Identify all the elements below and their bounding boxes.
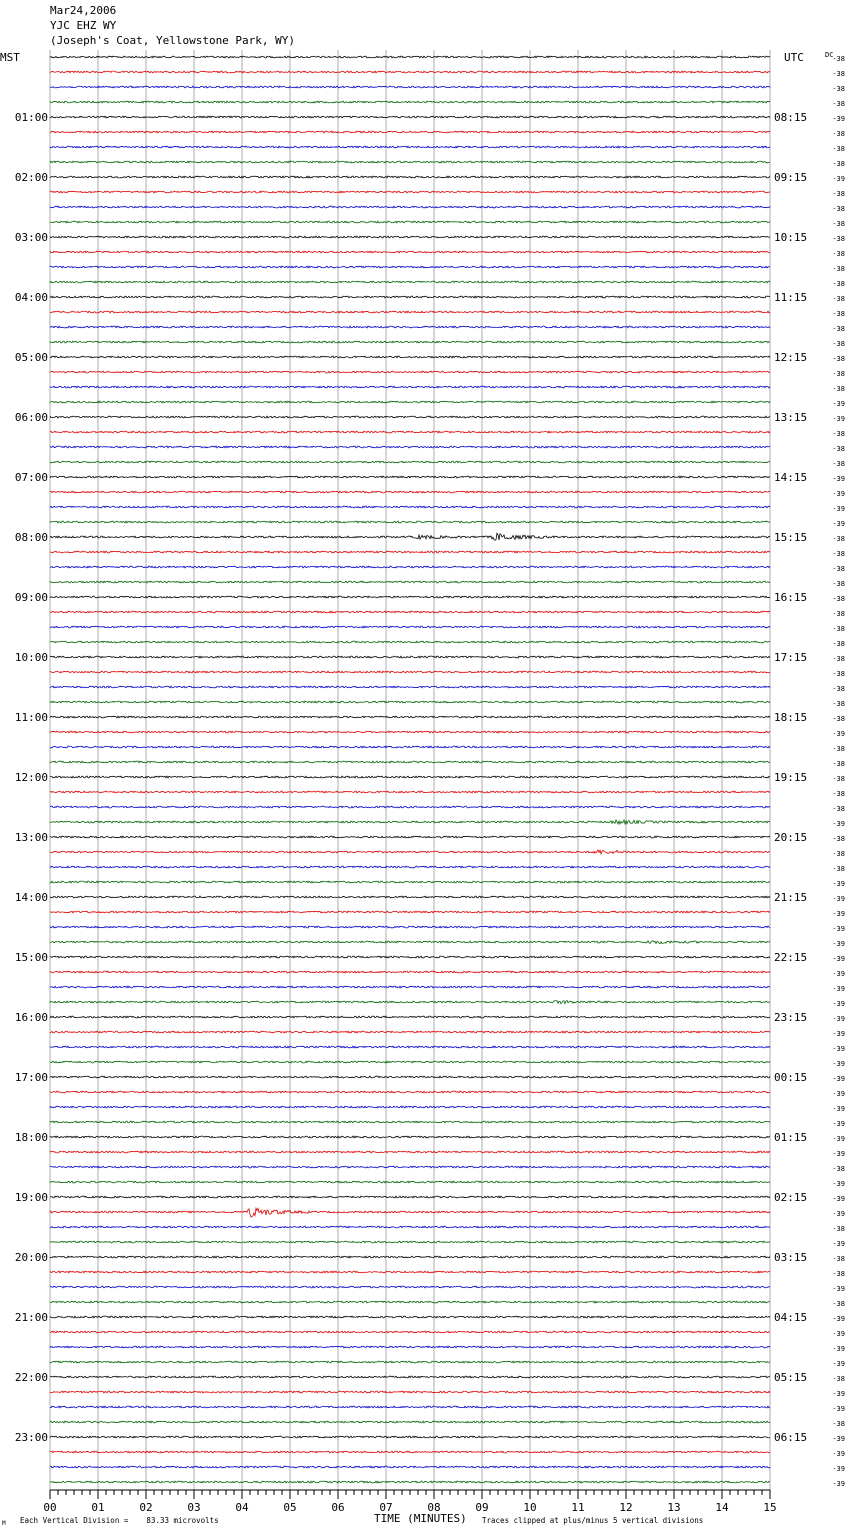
trace-87	[50, 1346, 770, 1348]
dc-offset-label: -39	[832, 1315, 845, 1323]
dc-offset-label: -38	[832, 430, 845, 438]
trace-57	[50, 896, 770, 898]
trace-17	[50, 296, 770, 298]
dc-offset-label: -39	[832, 730, 845, 738]
scale-note: Each Vertical Division = 83.33 microvolts	[20, 1516, 219, 1525]
mst-hour-label: 19:00	[14, 1191, 48, 1204]
trace-64	[50, 1000, 770, 1003]
trace-78	[50, 1208, 770, 1217]
dc-offset-label: -38	[832, 460, 845, 468]
dc-offset-label: -39	[832, 1015, 845, 1023]
dc-offset-label: -38	[832, 295, 845, 303]
mst-hour-label: 04:00	[14, 291, 48, 304]
dc-offset-label: -39	[832, 880, 845, 888]
dc-offset-label: -39	[832, 1285, 845, 1293]
trace-54	[50, 850, 770, 854]
dc-offset-label: -39	[832, 1345, 845, 1353]
trace-8	[50, 161, 770, 163]
trace-15	[50, 266, 770, 268]
dc-offset-label: -39	[832, 415, 845, 423]
trace-27	[50, 446, 770, 448]
mst-hour-label: 07:00	[14, 471, 48, 484]
mst-hour-label: 06:00	[14, 411, 48, 424]
trace-70	[50, 1091, 770, 1093]
trace-56	[50, 881, 770, 883]
trace-37	[50, 596, 770, 598]
dc-offset-label: -38	[832, 310, 845, 318]
dc-offset-label: -38	[832, 685, 845, 693]
trace-45	[50, 716, 770, 718]
trace-91	[50, 1406, 770, 1408]
trace-48	[50, 761, 770, 763]
mst-hour-label: 11:00	[14, 711, 48, 724]
clip-note: Traces clipped at plus/minus 5 vertical divisions	[482, 1516, 704, 1525]
x-tick-label: 06	[331, 1501, 345, 1514]
trace-34	[50, 551, 770, 553]
dc-offset-label: -39	[832, 505, 845, 513]
dc-offset-label: -39	[832, 1240, 845, 1248]
trace-31	[50, 506, 770, 508]
dc-offset-label: -39	[832, 895, 845, 903]
x-tick-label: 09	[475, 1501, 489, 1514]
trace-55	[50, 866, 770, 868]
trace-28	[50, 461, 770, 463]
trace-35	[50, 566, 770, 568]
trace-14	[50, 251, 770, 253]
dc-offset-label: -39	[832, 1030, 845, 1038]
dc-offset-label: -38	[832, 700, 845, 708]
x-tick-label: 07	[379, 1501, 393, 1514]
utc-hour-label: 22:15	[774, 951, 808, 964]
x-tick-label: 11	[571, 1501, 585, 1514]
utc-hour-label: 06:15	[774, 1431, 808, 1444]
utc-hour-label: 02:15	[774, 1191, 808, 1204]
trace-19	[50, 326, 770, 328]
utc-hour-label: 00:15	[774, 1071, 808, 1084]
dc-offset-label: -38	[832, 655, 845, 663]
trace-80	[50, 1241, 770, 1243]
trace-66	[50, 1031, 770, 1033]
trace-2	[50, 71, 770, 73]
trace-79	[50, 1226, 770, 1228]
mst-hour-label: 17:00	[14, 1071, 48, 1084]
trace-30	[50, 491, 770, 493]
trace-63	[50, 986, 770, 988]
dc-offset-label: -38	[832, 1270, 845, 1278]
x-tick-label: 04	[235, 1501, 249, 1514]
dc-offset-label: -39	[832, 115, 845, 123]
trace-77	[50, 1196, 770, 1198]
dc-offset-label: -38	[832, 535, 845, 543]
trace-58	[50, 911, 770, 913]
trace-69	[50, 1076, 770, 1078]
dc-offset-label: -39	[832, 1330, 845, 1338]
x-tick-label: 02	[139, 1501, 153, 1514]
utc-hour-label: 09:15	[774, 171, 808, 184]
trace-93	[50, 1436, 770, 1438]
dc-offset-label: -39	[832, 1045, 845, 1053]
trace-83	[50, 1286, 770, 1288]
trace-49	[50, 776, 770, 778]
trace-25	[50, 416, 770, 418]
trace-86	[50, 1331, 770, 1333]
mst-hour-label: 08:00	[14, 531, 48, 544]
trace-60	[50, 941, 770, 944]
mst-hour-label: 20:00	[14, 1251, 48, 1264]
corner-mark: M	[2, 1520, 6, 1527]
trace-group	[50, 56, 770, 1483]
dc-offset-label: -39	[832, 1405, 845, 1413]
trace-7	[50, 146, 770, 148]
x-tick-label: 12	[619, 1501, 633, 1514]
trace-67	[50, 1046, 770, 1048]
trace-5	[50, 116, 770, 118]
location-label: (Joseph's Coat, Yellowstone Park, WY)	[50, 34, 296, 47]
trace-62	[50, 971, 770, 973]
trace-22	[50, 371, 770, 373]
trace-59	[50, 926, 770, 928]
dc-offset-label: -39	[832, 1450, 845, 1458]
dc-offset-label: -39	[832, 955, 845, 963]
dc-offset-label: -38	[832, 760, 845, 768]
trace-43	[50, 686, 770, 688]
utc-hour-label: 23:15	[774, 1011, 808, 1024]
dc-offset-label: -38	[832, 625, 845, 633]
trace-96	[50, 1481, 770, 1483]
trace-32	[50, 521, 770, 523]
dc-offset-label: -38	[832, 325, 845, 333]
dc-offset-label: -39	[832, 1075, 845, 1083]
trace-9	[50, 176, 770, 178]
dc-offset-labels	[832, 55, 845, 1488]
dc-offset-label: -38	[832, 250, 845, 258]
dc-offset-label: -38	[832, 160, 845, 168]
mst-hour-label: 22:00	[14, 1371, 48, 1384]
dc-offset-label: -39	[832, 1105, 845, 1113]
dc-offset-label: -38	[832, 835, 845, 843]
dc-offset-label: -39	[832, 985, 845, 993]
trace-40	[50, 641, 770, 643]
dc-offset-label: -38	[832, 865, 845, 873]
dc-offset-label: -39	[832, 910, 845, 918]
dc-offset-label: -39	[832, 1195, 845, 1203]
utc-hour-label: 15:15	[774, 531, 808, 544]
mst-axis-label: MST	[0, 51, 20, 64]
x-tick-label: 01	[91, 1501, 105, 1514]
mst-hour-label: 02:00	[14, 171, 48, 184]
trace-71	[50, 1106, 770, 1108]
dc-offset-label: -38	[832, 850, 845, 858]
trace-73	[50, 1136, 770, 1138]
dc-offset-label: -38	[832, 745, 845, 753]
dc-offset-label: -38	[832, 70, 845, 78]
dc-offset-label: -39	[832, 1435, 845, 1443]
dc-offset-label: -38	[832, 385, 845, 393]
trace-52	[50, 820, 770, 824]
utc-hour-label: 10:15	[774, 231, 808, 244]
utc-hour-label: 14:15	[774, 471, 808, 484]
dc-offset-label: -39	[832, 1180, 845, 1188]
trace-12	[50, 221, 770, 223]
dc-offset-label: -38	[832, 340, 845, 348]
x-axis	[43, 1490, 776, 1514]
dc-offset-label: -38	[832, 790, 845, 798]
utc-hour-label: 04:15	[774, 1311, 808, 1324]
trace-41	[50, 656, 770, 658]
dc-offset-label: -39	[832, 925, 845, 933]
trace-6	[50, 131, 770, 133]
dc-offset-label: -38	[832, 1255, 845, 1263]
trace-81	[50, 1256, 770, 1258]
trace-65	[50, 1016, 770, 1018]
dc-offset-label: -38	[832, 190, 845, 198]
mst-hour-label: 18:00	[14, 1131, 48, 1144]
trace-53	[50, 836, 770, 838]
trace-16	[50, 281, 770, 283]
trace-21	[50, 356, 770, 358]
utc-hour-label: 03:15	[774, 1251, 808, 1264]
trace-11	[50, 206, 770, 208]
utc-axis-label: UTC	[784, 51, 804, 64]
utc-hour-label: 11:15	[774, 291, 808, 304]
trace-39	[50, 626, 770, 628]
dc-offset-label: -39	[832, 1360, 845, 1368]
trace-85	[50, 1316, 770, 1318]
mst-hour-label: 12:00	[14, 771, 48, 784]
mst-hour-label: 13:00	[14, 831, 48, 844]
trace-51	[50, 806, 770, 808]
dc-offset-label: -38	[832, 370, 845, 378]
utc-hour-label: 20:15	[774, 831, 808, 844]
dc-offset-label: -39	[832, 520, 845, 528]
station-label: YJC EHZ WY	[50, 19, 117, 32]
trace-68	[50, 1061, 770, 1063]
utc-hour-label: 01:15	[774, 1131, 808, 1144]
x-tick-label: 15	[763, 1501, 777, 1514]
dc-offset-label: -38	[832, 280, 845, 288]
dc-offset-label: -39	[832, 1135, 845, 1143]
mst-hour-label: 15:00	[14, 951, 48, 964]
utc-hour-label: 12:15	[774, 351, 808, 364]
trace-84	[50, 1301, 770, 1303]
trace-13	[50, 236, 770, 238]
mst-hour-label: 23:00	[14, 1431, 48, 1444]
trace-29	[50, 476, 770, 478]
trace-23	[50, 386, 770, 388]
dc-offset-label: -38	[832, 355, 845, 363]
dc-label: DC	[825, 51, 834, 59]
utc-hour-label: 19:15	[774, 771, 808, 784]
dc-offset-label: -38	[832, 445, 845, 453]
mst-hour-label: 05:00	[14, 351, 48, 364]
dc-offset-label: -38	[832, 220, 845, 228]
dc-offset-label: -38	[832, 1225, 845, 1233]
trace-89	[50, 1376, 770, 1378]
dc-offset-label: -39	[832, 970, 845, 978]
trace-72	[50, 1121, 770, 1123]
dc-offset-label: -39	[832, 475, 845, 483]
trace-36	[50, 581, 770, 583]
dc-offset-label: -39	[832, 490, 845, 498]
trace-92	[50, 1421, 770, 1423]
dc-offset-label: -39	[832, 1120, 845, 1128]
trace-50	[50, 791, 770, 793]
dc-offset-label: -39	[832, 1000, 845, 1008]
mst-hour-label: 21:00	[14, 1311, 48, 1324]
dc-offset-label: -38	[832, 1165, 845, 1173]
dc-offset-label: -38	[832, 55, 845, 63]
dc-offset-label: -38	[832, 265, 845, 273]
trace-24	[50, 401, 770, 403]
dc-offset-label: -39	[832, 175, 845, 183]
x-tick-label: 10	[523, 1501, 537, 1514]
dc-offset-label: -38	[832, 580, 845, 588]
mst-hour-label: 09:00	[14, 591, 48, 604]
dc-offset-label: -38	[832, 1375, 845, 1383]
dc-offset-label: -39	[832, 1465, 845, 1473]
trace-75	[50, 1166, 770, 1168]
trace-61	[50, 956, 770, 958]
dc-offset-label: -38	[832, 805, 845, 813]
dc-offset-label: -39	[832, 1150, 845, 1158]
dc-offset-label: -38	[832, 550, 845, 558]
trace-46	[50, 731, 770, 733]
dc-offset-label: -38	[832, 610, 845, 618]
x-tick-label: 13	[667, 1501, 681, 1514]
mst-hour-label: 14:00	[14, 891, 48, 904]
trace-18	[50, 311, 770, 313]
trace-44	[50, 701, 770, 703]
mst-hour-label: 16:00	[14, 1011, 48, 1024]
utc-hour-label: 18:15	[774, 711, 808, 724]
trace-42	[50, 671, 770, 673]
utc-hour-label: 16:15	[774, 591, 808, 604]
dc-offset-label: -38	[832, 715, 845, 723]
utc-hour-label: 17:15	[774, 651, 808, 664]
x-tick-label: 05	[283, 1501, 297, 1514]
dc-offset-label: -39	[832, 1090, 845, 1098]
dc-offset-label: -38	[832, 595, 845, 603]
trace-94	[50, 1451, 770, 1453]
mst-hour-label: 03:00	[14, 231, 48, 244]
dc-offset-label: -38	[832, 235, 845, 243]
dc-offset-label: -39	[832, 820, 845, 828]
trace-20	[50, 341, 770, 343]
dc-offset-label: -38	[832, 565, 845, 573]
time-gridlines	[50, 50, 770, 1490]
x-tick-label: 00	[43, 1501, 57, 1514]
trace-38	[50, 611, 770, 613]
trace-76	[50, 1181, 770, 1183]
trace-47	[50, 746, 770, 748]
trace-74	[50, 1151, 770, 1153]
dc-offset-label: -39	[832, 1210, 845, 1218]
dc-offset-label: -39	[832, 1480, 845, 1488]
trace-90	[50, 1391, 770, 1393]
trace-10	[50, 191, 770, 193]
utc-hour-label: 05:15	[774, 1371, 808, 1384]
trace-82	[50, 1271, 770, 1273]
dc-offset-label: -38	[832, 85, 845, 93]
trace-95	[50, 1466, 770, 1468]
utc-hour-label: 21:15	[774, 891, 808, 904]
utc-hour-label: 08:15	[774, 111, 808, 124]
dc-offset-label: -38	[832, 1300, 845, 1308]
dc-offset-label: -38	[832, 640, 845, 648]
mst-hour-label: 01:00	[14, 111, 48, 124]
dc-offset-label: -39	[832, 400, 845, 408]
utc-hour-label: 13:15	[774, 411, 808, 424]
mst-hour-label: 10:00	[14, 651, 48, 664]
dc-offset-label: -38	[832, 670, 845, 678]
dc-offset-label: -39	[832, 1390, 845, 1398]
trace-4	[50, 101, 770, 103]
trace-1	[50, 56, 770, 58]
trace-88	[50, 1361, 770, 1363]
dc-offset-label: -38	[832, 205, 845, 213]
dc-offset-label: -38	[832, 145, 845, 153]
dc-offset-label: -39	[832, 940, 845, 948]
trace-3	[50, 86, 770, 88]
x-tick-label: 14	[715, 1501, 729, 1514]
trace-33	[50, 533, 770, 540]
dc-offset-label: -39	[832, 1060, 845, 1068]
dc-offset-label: -38	[832, 100, 845, 108]
date-label: Mar24,2006	[50, 4, 117, 17]
dc-offset-label: -38	[832, 775, 845, 783]
trace-26	[50, 431, 770, 433]
x-axis-title: TIME (MINUTES)	[374, 1512, 467, 1525]
x-tick-label: 08	[427, 1501, 441, 1514]
dc-offset-label: -38	[832, 1420, 845, 1428]
x-tick-label: 03	[187, 1501, 201, 1514]
dc-offset-label: -38	[832, 130, 845, 138]
